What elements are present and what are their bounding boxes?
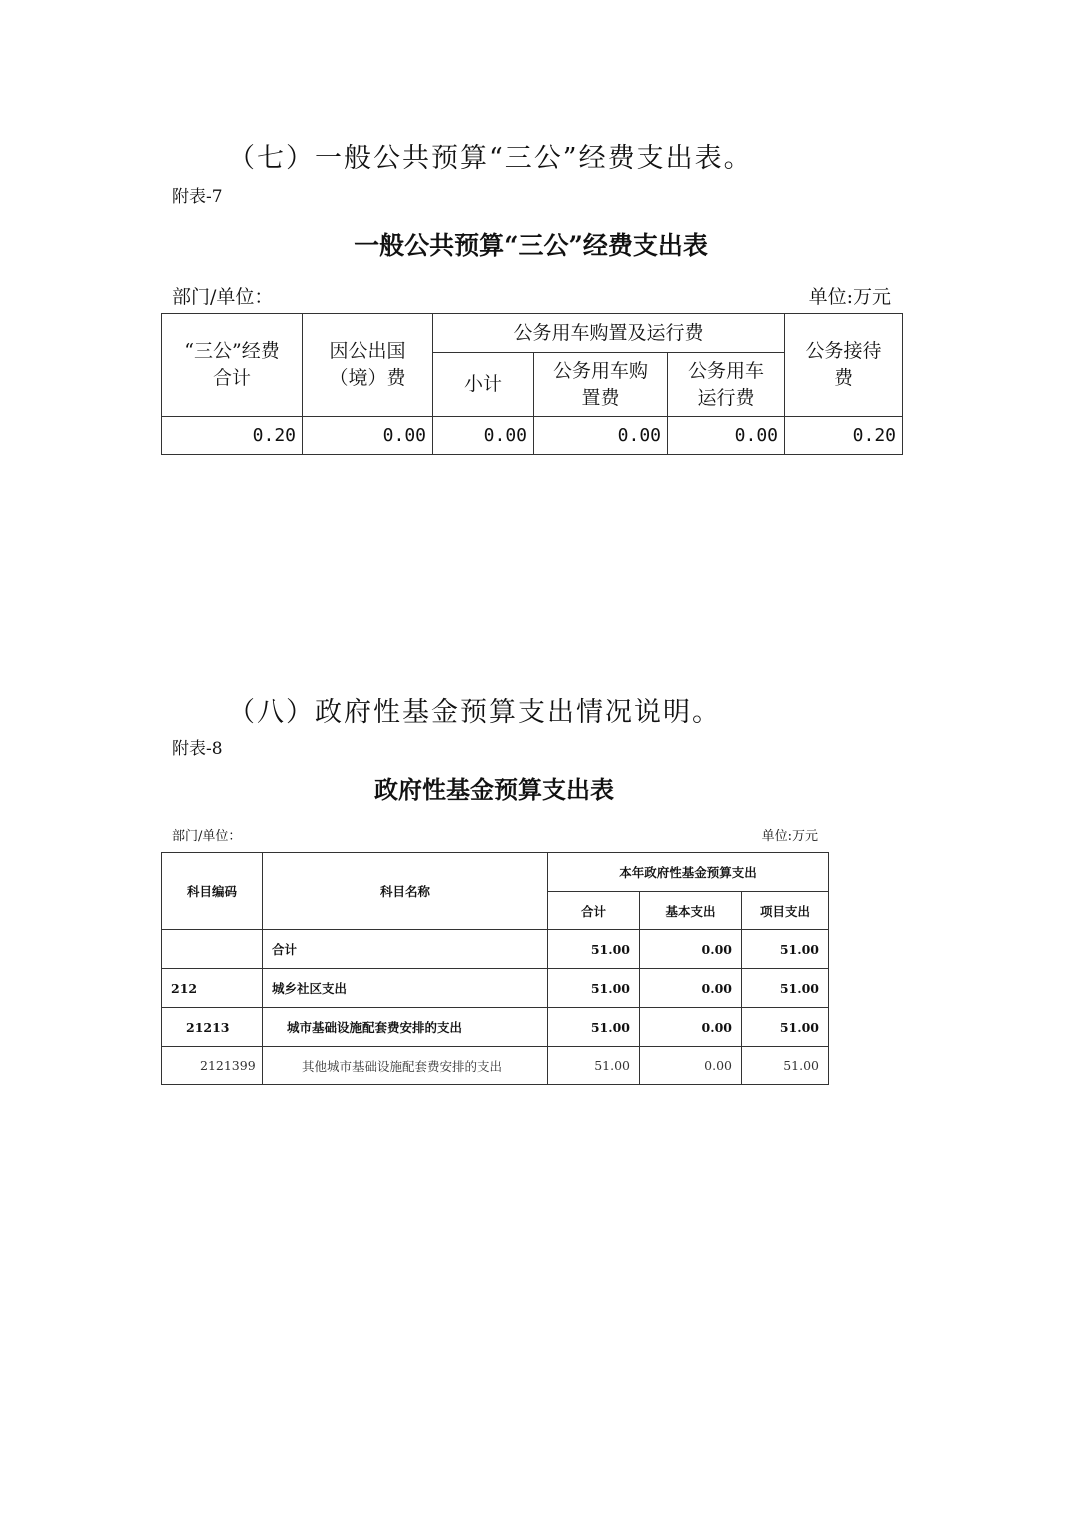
row-basic: 0.00 — [640, 1008, 742, 1047]
value-reception: 0.20 — [785, 417, 903, 455]
row-total: 51.00 — [548, 1047, 640, 1085]
header-abroad: 因公出国 （境）费 — [303, 314, 433, 417]
row-total: 51.00 — [548, 1008, 640, 1047]
header-reception: 公务接待 费 — [785, 314, 903, 417]
section7-heading: （七）一般公共预算“三公”经费支出表。 — [228, 143, 753, 174]
row-code: 212 — [162, 969, 263, 1008]
value-subtotal: 0.00 — [433, 417, 534, 455]
table-row — [162, 1008, 829, 1047]
three-public-expense-table — [161, 313, 903, 455]
row-basic: 0.00 — [640, 969, 742, 1008]
header-project: 项目支出 — [742, 892, 829, 930]
row-name: 其他城市基础设施配套费安排的支出 — [263, 1047, 548, 1085]
header-basic: 基本支出 — [640, 892, 742, 930]
table-row — [162, 969, 829, 1008]
value-vehicle-operation: 0.00 — [668, 417, 785, 455]
table-row — [162, 417, 903, 455]
row-project: 51.00 — [742, 969, 829, 1008]
gov-fund-expense-table — [161, 852, 829, 1085]
section8-table-title: 政府性基金预算支出表 — [374, 775, 614, 804]
value-vehicle-purchase: 0.00 — [534, 417, 668, 455]
row-project: 51.00 — [742, 930, 829, 969]
row-total: 51.00 — [548, 930, 640, 969]
value-abroad: 0.00 — [303, 417, 433, 455]
section8-dept-label: 部门/单位： — [172, 829, 242, 844]
section7-table-title: 一般公共预算“三公”经费支出表 — [354, 231, 708, 260]
section7-unit-label: 单位:万元 — [808, 286, 891, 308]
table-row — [162, 1047, 829, 1085]
row-name: 城市基础设施配套费安排的支出 — [263, 1008, 548, 1047]
row-project: 51.00 — [742, 1047, 829, 1085]
row-name: 城乡社区支出 — [263, 969, 548, 1008]
section7-dept-label: 部门/单位： — [172, 286, 274, 308]
row-project: 51.00 — [742, 1008, 829, 1047]
row-name: 合计 — [263, 930, 548, 969]
row-code: 2121399 — [162, 1047, 263, 1085]
row-basic: 0.00 — [640, 1047, 742, 1085]
section8-unit-label: 单位:万元 — [761, 829, 818, 844]
row-code: 21213 — [162, 1008, 263, 1047]
section7-attachment-label: 附表-7 — [172, 187, 223, 207]
header-vehicle-operation: 公务用车 运行费 — [668, 353, 785, 417]
row-total: 51.00 — [548, 969, 640, 1008]
row-code — [162, 930, 263, 969]
table-row — [162, 930, 829, 969]
section8-heading: （八）政府性基金预算支出情况说明。 — [228, 697, 721, 728]
header-vehicle-group: 公务用车购置及运行费 — [433, 314, 785, 353]
header-code: 科目编码 — [162, 853, 263, 930]
header-total: “三公”经费 合计 — [162, 314, 303, 417]
header-group: 本年政府性基金预算支出 — [548, 853, 829, 892]
header-subtotal: 小计 — [433, 353, 534, 417]
header-total: 合计 — [548, 892, 640, 930]
header-name: 科目名称 — [263, 853, 548, 930]
header-vehicle-purchase: 公务用车购 置费 — [534, 353, 668, 417]
section8-attachment-label: 附表-8 — [172, 739, 223, 759]
value-total: 0.20 — [162, 417, 303, 455]
row-basic: 0.00 — [640, 930, 742, 969]
